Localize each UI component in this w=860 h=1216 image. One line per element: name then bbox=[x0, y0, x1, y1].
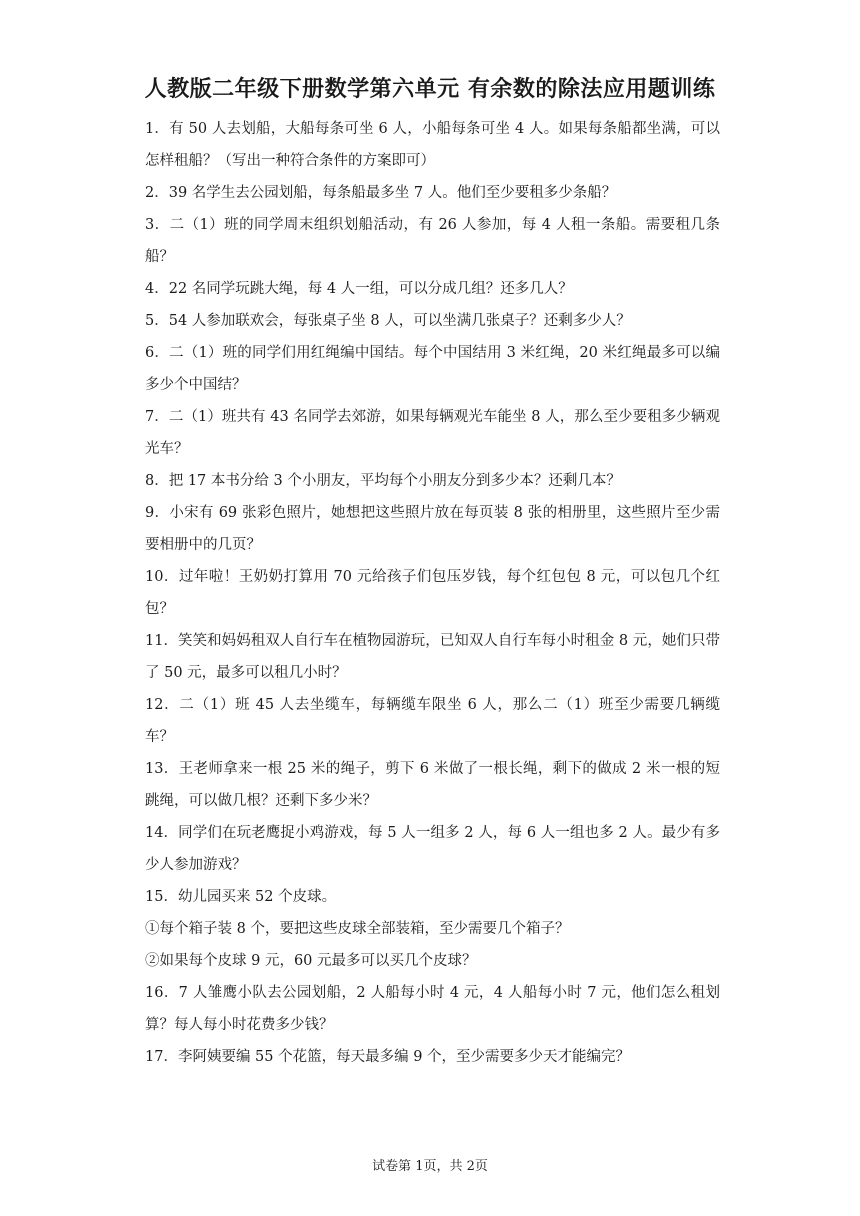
question-item: 5．54 人参加联欢会，每张桌子坐 8 人，可以坐满几张桌子？还剩多少人？ bbox=[145, 313, 631, 329]
page-footer: 试卷第 1页，共 2页 bbox=[372, 1159, 488, 1174]
question-item: 13．王老师拿来一根 25 米的绳子，剪下 6 米做了一根长绳，剩下的做成 2 米一根的短跳绳，可以做几根？还剩下多少米？ bbox=[145, 761, 720, 809]
question-list bbox=[145, 113, 720, 1073]
question-item: 4．22 名同学玩跳大绳，每 4 人一组，可以分成几组？还多几人？ bbox=[145, 281, 573, 297]
question-subitem: ②如果每个皮球 9 元，60 元最多可以买几个皮球？ bbox=[145, 953, 477, 969]
question-item: 16．7 人雏鹰小队去公园划船，2 人船每小时 4 元，4 人船每小时 7 元，他们怎么租划算？每人每小时花费多少钱？ bbox=[145, 985, 720, 1033]
question-item: 7．二（1）班共有 43 名同学去郊游，如果每辆观光车能坐 8 人，那么至少要租多少辆观光车？ bbox=[145, 409, 720, 457]
question-subitem: ①每个箱子装 8 个，要把这些皮球全部装箱，至少需要几个箱子？ bbox=[145, 921, 570, 937]
page-title: 人教版二年级下册数学第六单元 有余数的除法应用题训练 bbox=[144, 76, 716, 102]
question-item: 3．二（1）班的同学周末组织划船活动，有 26 人参加，每 4 人租一条船。需要租几条船？ bbox=[145, 217, 720, 265]
question-item: 6．二（1）班的同学们用红绳编中国结。每个中国结用 3 米红绳，20 米红绳最多可以编多少个中国结？ bbox=[145, 345, 720, 393]
question-item: 1．有 50 人去划船，大船每条可坐 6 人，小船每条可坐 4 人。如果每条船都坐满，可以怎样租船？（写出一种符合条件的方案即可） bbox=[145, 121, 720, 169]
question-item: 9．小宋有 69 张彩色照片，她想把这些照片放在每页装 8 张的相册里，这些照片至少需要相册中的几页？ bbox=[145, 505, 720, 553]
question-item: 11．笑笑和妈妈租双人自行车在植物园游玩，已知双人自行车每小时租金 8 元，她们只带了 50 元，最多可以租几小时？ bbox=[145, 633, 720, 681]
question-item: 8．把 17 本书分给 3 个小朋友，平均每个小朋友分到多少本？还剩几本？ bbox=[145, 473, 621, 489]
question-item: 15．幼儿园买来 52 个皮球。 bbox=[145, 889, 337, 905]
question-item: 12．二（1）班 45 人去坐缆车，每辆缆车限坐 6 人，那么二（1）班至少需要几辆缆车？ bbox=[145, 697, 720, 745]
question-item: 14．同学们在玩老鹰捉小鸡游戏，每 5 人一组多 2 人，每 6 人一组也多 2 人。最少有多少人参加游戏？ bbox=[145, 825, 720, 873]
question-item: 2．39 名学生去公园划船，每条船最多坐 7 人。他们至少要租多少条船？ bbox=[145, 185, 617, 201]
question-item: 17．李阿姨要编 55 个花篮，每天最多编 9 个，至少需要多少天才能编完？ bbox=[145, 1049, 631, 1065]
question-item: 10．过年啦！王奶奶打算用 70 元给孩子们包压岁钱，每个红包包 8 元，可以包几个红包？ bbox=[145, 569, 720, 617]
